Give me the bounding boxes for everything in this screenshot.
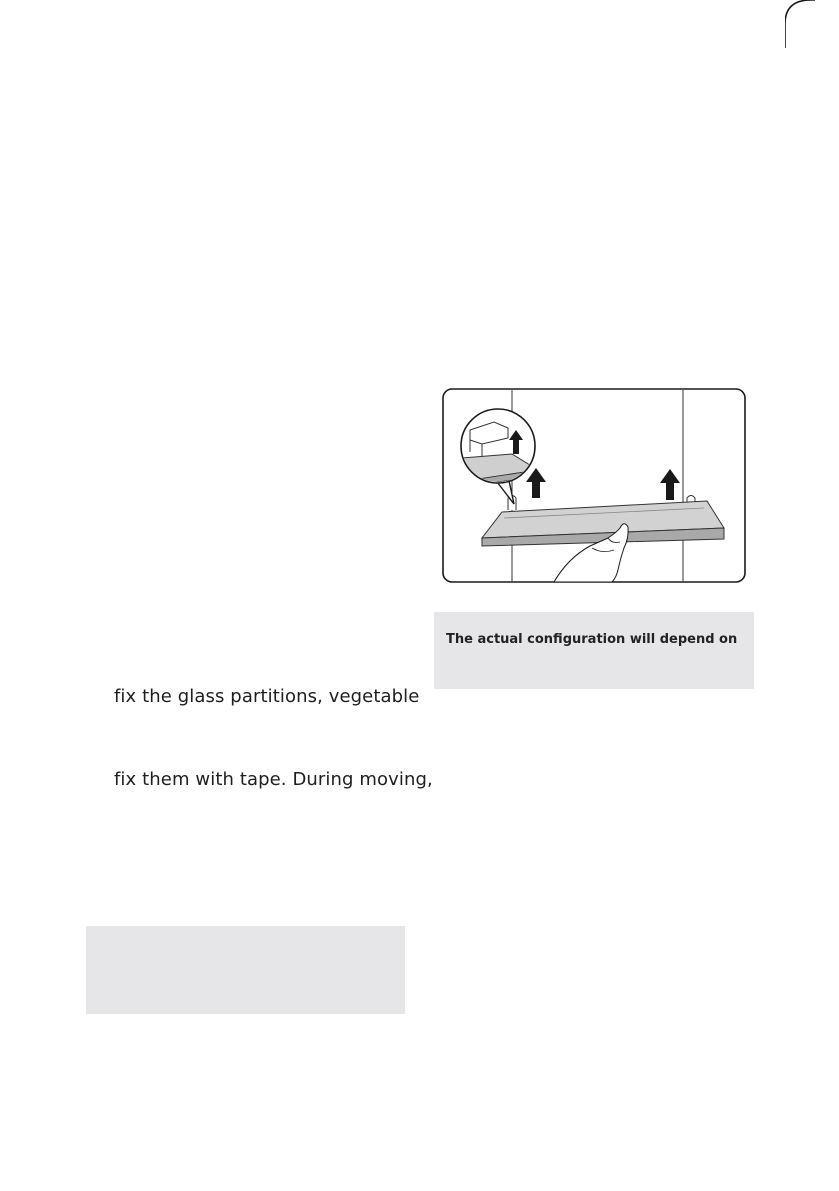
body-text-line: fix the glass partitions, vegetable: [114, 686, 420, 707]
note-text: The actual configuration will depend on: [446, 632, 738, 647]
shelf-removal-illustration: [442, 388, 746, 583]
note-box-left: [86, 926, 405, 1014]
corner-crop-mark: [785, 0, 815, 48]
body-text-line: fix them with tape. During moving,: [114, 769, 433, 790]
note-box-right: [434, 612, 754, 689]
